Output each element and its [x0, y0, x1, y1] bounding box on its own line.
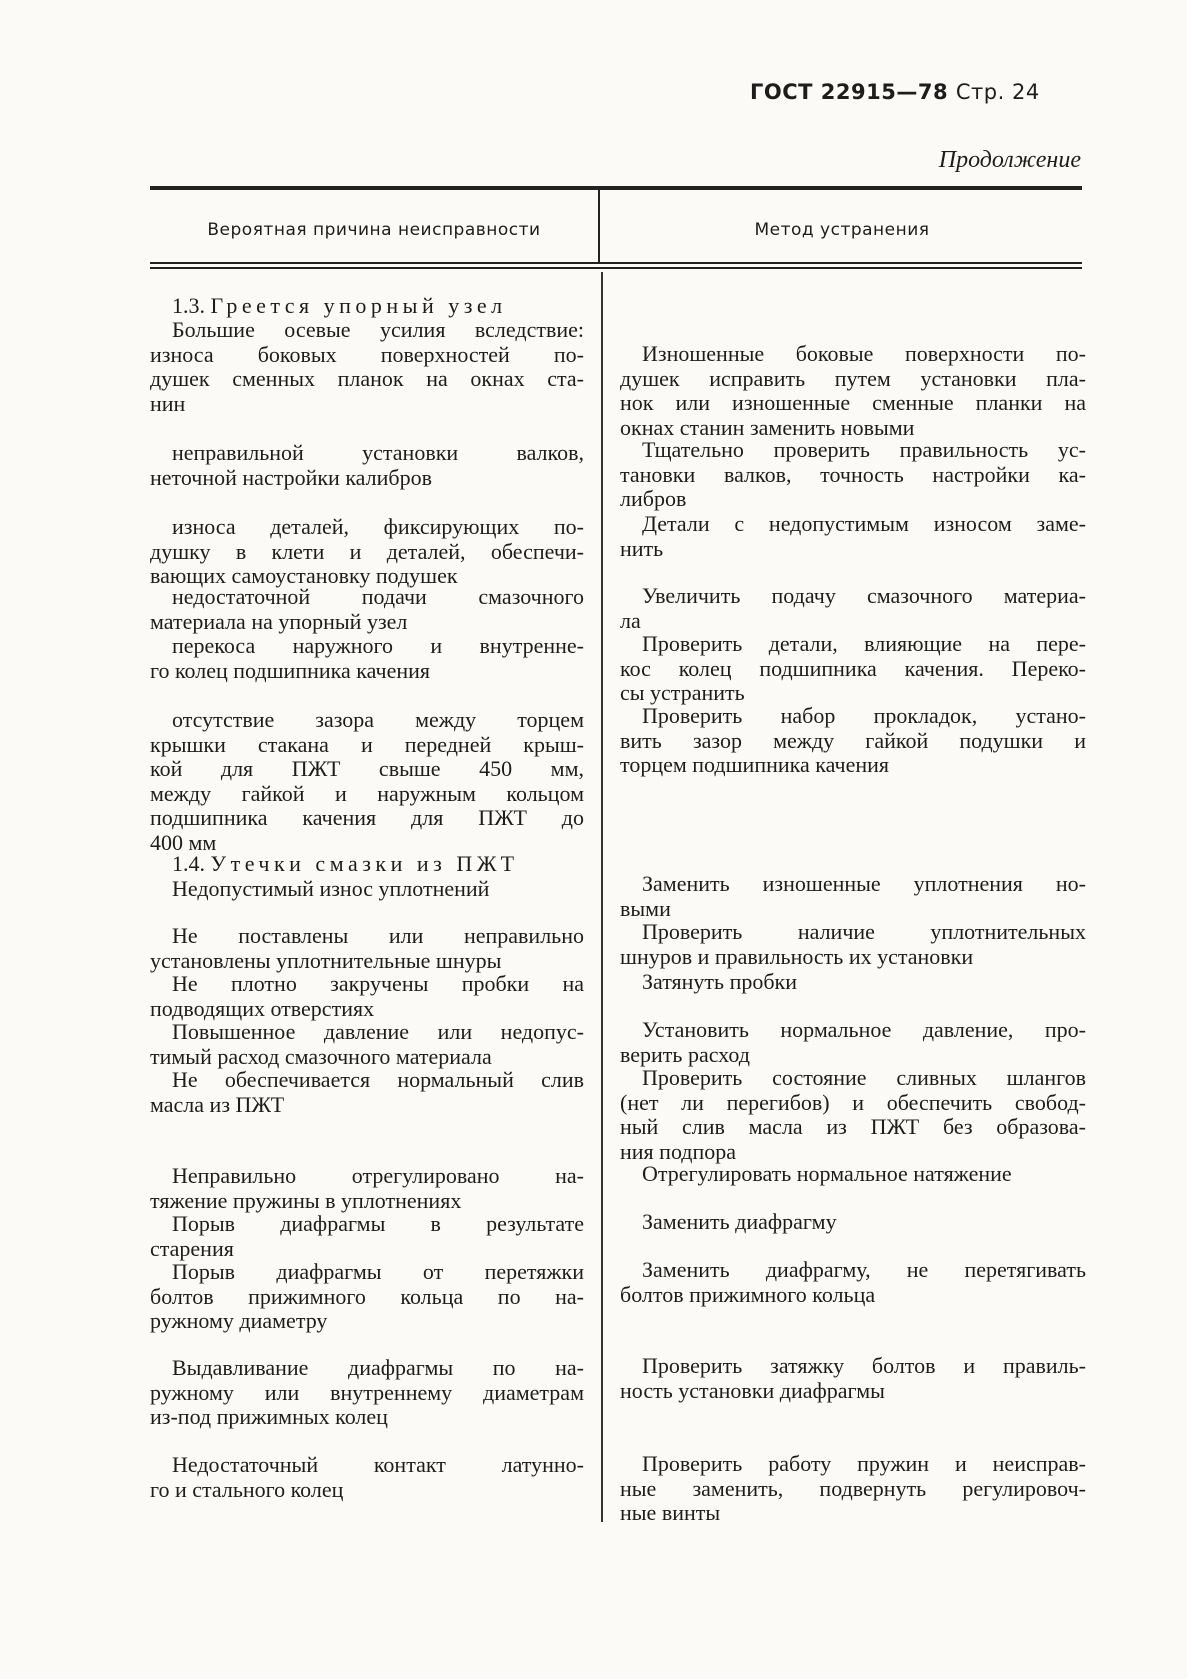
text-line: Большие осевые усилия вследствие: — [172, 317, 584, 342]
cause-cell — [150, 1020, 584, 1069]
text-line: выми — [620, 895, 671, 921]
text-line: либров — [620, 486, 687, 511]
fix-cell — [620, 1452, 1086, 1526]
table-top-rule — [150, 186, 1082, 190]
column-header-fix: Метод устранения — [754, 220, 930, 240]
text-line: 400 мм — [150, 829, 217, 855]
text-line: Затянуть пробки — [642, 969, 798, 994]
text-line: неправильной установки валков, — [172, 440, 584, 465]
text-line: кос колец подшипника качения. Переко- — [620, 655, 1086, 681]
text-line: Не поставлены или неправильно — [172, 923, 584, 948]
text-line: тимый расход смазочного материала — [150, 1043, 492, 1069]
text-line: из-под прижимных колец — [150, 1404, 388, 1429]
text-line: установлены уплотнительные шнуры — [150, 947, 502, 973]
section-heading — [172, 294, 507, 319]
text-line: Изношенные боковые поверхности по- — [642, 341, 1086, 366]
text-line: Установить нормальное давление, про- — [642, 1017, 1086, 1042]
text-line: Проверить затяжку болтов и правиль- — [642, 1353, 1086, 1378]
text-line: подшипника качения для ПЖТ до — [150, 805, 584, 830]
text-line: нок или изношенные сменные планки на — [620, 390, 1086, 415]
text-line: ружному или внутреннему диаметрам — [150, 1379, 584, 1405]
fix-cell — [620, 632, 1086, 706]
text-line: масла из ПЖТ — [150, 1091, 285, 1117]
fix-cell — [620, 1210, 1086, 1235]
cause-cell — [150, 972, 584, 1021]
fix-cell — [620, 1018, 1086, 1067]
text-line: сы устранить — [620, 680, 745, 705]
header-bottom-rule-2 — [150, 267, 1082, 269]
text-line: материала на упорный узел — [150, 608, 408, 634]
text-line: Проверить работу пружин и неисправ- — [642, 1451, 1086, 1476]
text-line: Проверить набор прокладок, устано- — [642, 703, 1086, 728]
fix-cell — [620, 970, 1086, 995]
text-line: Порыв диафрагмы от перетяжки — [172, 1259, 584, 1284]
text-line: износа деталей, фиксирующих по- — [172, 514, 584, 539]
text-line: подводящих отверстиях — [150, 995, 375, 1021]
text-line: ла — [620, 607, 641, 633]
section-number: 1.4. — [172, 851, 205, 876]
text-line: го и стального колец — [150, 1476, 344, 1502]
fix-cell — [620, 1162, 1086, 1187]
fix-cell — [620, 1258, 1086, 1307]
text-line: Повышенное давление или недопус- — [172, 1019, 584, 1044]
text-line: перекоса наружного и внутренне- — [172, 633, 584, 658]
fix-cell — [620, 584, 1086, 633]
text-line: Заменить диафрагму — [642, 1209, 837, 1234]
section-title: Греется упорный узел — [210, 293, 507, 318]
page-number: Стр. 24 — [955, 80, 1040, 104]
text-line: неточной настройки калибров — [150, 464, 432, 490]
section-heading — [172, 852, 519, 877]
text-line: ружному диаметру — [150, 1308, 328, 1333]
cause-cell — [150, 1453, 584, 1502]
text-line: между гайкой и наружным кольцом — [150, 780, 584, 806]
fix-cell — [620, 1066, 1086, 1164]
text-line: Не обеспечивается нормальный слив — [172, 1067, 584, 1092]
text-line: Проверить состояние сливных шлангов — [642, 1065, 1086, 1090]
cause-cell — [150, 515, 584, 589]
text-line: нин — [150, 390, 186, 416]
text-line: ния подпора — [620, 1138, 737, 1164]
text-line: недостаточной подачи смазочного — [172, 584, 584, 609]
text-line: окнах станин заменить новыми — [620, 414, 915, 440]
text-line: Увеличить подачу смазочного материа- — [642, 583, 1086, 608]
text-line: го колец подшипника качения — [150, 657, 430, 683]
cause-cell — [150, 708, 584, 855]
fix-cell — [620, 342, 1086, 440]
text-line: нить — [620, 535, 664, 561]
text-line: душек исправить путем установки пла- — [620, 365, 1086, 391]
text-line: Заменить изношенные уплотнения но- — [642, 871, 1086, 896]
text-line: кой для ПЖТ свыше 450 мм, — [150, 756, 584, 781]
standard-number: ГОСТ 22915—78 — [750, 80, 949, 104]
text-line: ные заменить, подвернуть регулировоч- — [620, 1475, 1086, 1501]
text-line: душку в клети и деталей, обеспечи- — [150, 538, 584, 564]
header-column-divider — [598, 190, 600, 262]
section-number: 1.3. — [172, 293, 205, 318]
text-line: Порыв диафрагмы в результате — [172, 1211, 584, 1236]
text-line: вить зазор между гайкой подушки и — [620, 727, 1086, 753]
fix-cell — [620, 872, 1086, 921]
text-line: верить расход — [620, 1041, 750, 1067]
text-line: Проверить детали, влияющие на пере- — [642, 631, 1086, 656]
text-line: вающих самоустановку подушек — [150, 563, 458, 588]
cause-cell — [150, 441, 584, 490]
text-line: Отрегулировать нормальное натяжение — [642, 1161, 1012, 1186]
fix-cell — [620, 438, 1086, 512]
continuation-label: Продолжение — [938, 147, 1081, 173]
text-line: Детали с недопустимым износом заме- — [642, 511, 1086, 536]
cause-cell — [150, 634, 584, 683]
text-line: Недостаточный контакт латунно- — [172, 1452, 584, 1477]
text-line: душек сменных планок на окнах ста- — [150, 366, 584, 391]
fix-cell — [620, 1354, 1086, 1403]
text-line: износа боковых поверхностей по- — [150, 341, 584, 367]
cause-cell — [150, 877, 584, 902]
fix-cell — [620, 512, 1086, 561]
cause-cell — [150, 1212, 584, 1261]
text-line: болтов прижимного кольца — [620, 1281, 876, 1307]
section-title: Утечки смазки из ПЖТ — [210, 851, 519, 876]
cause-cell — [150, 1260, 584, 1334]
text-line: Неправильно отрегулировано на- — [172, 1163, 584, 1188]
fix-cell — [620, 920, 1086, 969]
text-line: тановки валков, точность настройки ка- — [620, 461, 1086, 487]
header-bottom-rule — [150, 262, 1082, 264]
text-line: тяжение пружины в уплотнениях — [150, 1187, 462, 1213]
cause-cell — [150, 924, 584, 973]
page-header — [750, 80, 1040, 104]
text-line: (нет ли перегибов) и обеспечить свобод- — [620, 1089, 1086, 1115]
text-line: шнуров и правильность их установки — [620, 943, 974, 969]
text-line: болтов прижимного кольца по на- — [150, 1283, 584, 1309]
cause-cell — [150, 1068, 584, 1117]
cause-cell — [150, 318, 584, 416]
text-line: ный слив масла из ПЖТ без образова- — [620, 1114, 1086, 1139]
text-line: отсутствие зазора между торцем — [172, 707, 584, 732]
text-line: крышки стакана и передней крыш- — [150, 731, 584, 757]
cause-cell — [150, 1164, 584, 1213]
text-line: ность установки диафрагмы — [620, 1377, 885, 1403]
column-header-cause: Вероятная причина неисправности — [207, 220, 541, 240]
cause-cell — [150, 1356, 584, 1430]
text-line: старения — [150, 1235, 234, 1261]
cause-cell — [150, 585, 584, 634]
text-line: торцем подшипника качения — [620, 752, 890, 777]
text-line: Тщательно проверить правильность ус- — [642, 437, 1086, 462]
text-line: Выдавливание диафрагмы по на- — [172, 1355, 584, 1380]
fix-cell — [620, 704, 1086, 778]
body-column-divider — [601, 272, 603, 1522]
text-line: Недопустимый износ уплотнений — [172, 876, 490, 901]
text-line: Проверить наличие уплотнительных — [642, 919, 1086, 944]
text-line: Не плотно закручены пробки на — [172, 971, 584, 996]
text-line: ные винты — [620, 1500, 721, 1525]
text-line: Заменить диафрагму, не перетягивать — [642, 1257, 1086, 1282]
